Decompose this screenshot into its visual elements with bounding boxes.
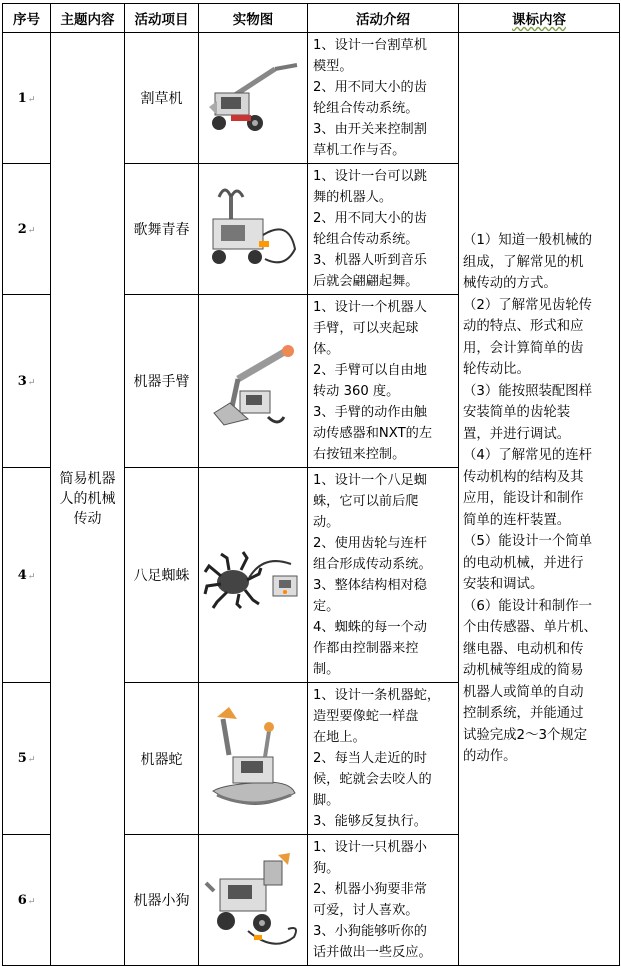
row-number: 4↵ (3, 468, 51, 683)
activity-name: 八足蜘蛛 (125, 468, 199, 683)
row-number: 5↵ (3, 683, 51, 835)
header-activity: 活动项目 (125, 4, 199, 33)
topic-cell: 简易机器 人的机械 传动 (51, 33, 125, 966)
activity-intro: 1、设计一条机器蛇， 造型要像蛇一样盘 在地上。 2、每当人走近的时 候，蛇就会去咬人的 脚。 3、能够反复执行。 (308, 683, 459, 835)
activity-intro: 1、设计一台割草机 模型。 2、用不同大小的齿 轮组合传动系统。 3、由开关来控制割 草机工作与否。 (308, 33, 459, 164)
header-intro: 活动介绍 (308, 4, 459, 33)
activity-name: 歌舞青春 (125, 164, 199, 295)
header-num: 序号 (3, 4, 51, 33)
header-topic: 主题内容 (51, 4, 125, 33)
header-picture: 实物图 (199, 4, 308, 33)
activity-intro: 1、设计一个八足蜘 蛛，它可以前后爬 动。 2、使用齿轮与连杆 组合形成传动系统。 3、整体结构相对稳 定。 4、蜘蛛的每一个动 作都由控制器来控 制。 (308, 468, 459, 683)
row-number: 6↵ (3, 835, 51, 966)
activity-intro: 1、设计一个机器人 手臂，可以夹起球 体。 2、手臂可以自由地 转动 360 度。 3、手臂的动作由触 动传感器和NXT的左 右按钮来控制。 (308, 295, 459, 468)
dancing-robot-image (199, 164, 308, 295)
lawn-mower-robot-image (199, 33, 308, 164)
row-number: 1↵ (3, 33, 51, 164)
activity-name: 割草机 (125, 33, 199, 164)
activity-name: 机器小狗 (125, 835, 199, 966)
row-number: 2↵ (3, 164, 51, 295)
header-row (3, 4, 620, 33)
robot-snake-image (199, 683, 308, 835)
activity-intro: 1、设计一台可以跳 舞的机器人。 2、用不同大小的齿 轮组合传动系统。 3、机器人听到音乐 后就会翩翩起舞。 (308, 164, 459, 295)
curriculum-standard-cell: （1）知道一般机械的 组成，了解常见的机 械传动的方式。 （2）了解常见齿轮传 动的特点、形式和应 用，会计算简单的齿 轮传动比。 （3）能按照装配图样 安装简单的齿轮装 置，并进行调试。 （4）了解常见的连杆 传动机构的结构及其 应用，能设计和制作 简单的连杆装置。 （5）能设计一个简单 的电动机械，并进行 安装和调试。 （6）能设计和制作一 个由传感器、单片机、 继电器、电动机和传 动机械等组成的简易 机器人或简单的自动 控制系统，并能通过 试验完成2～3个规定 的动作。 (459, 33, 620, 966)
robot-dog-image (199, 835, 308, 966)
header-standard: 课标内容 (459, 4, 620, 33)
table-row (3, 33, 620, 164)
activity-name: 机器蛇 (125, 683, 199, 835)
activity-name: 机器手臂 (125, 295, 199, 468)
activity-intro: 1、设计一只机器小 狗。 2、机器小狗要非常 可爱，讨人喜欢。 3、小狗能够听你的 话并做出一些反应。 (308, 835, 459, 966)
eight-legged-spider-image (199, 468, 308, 683)
row-number: 3↵ (3, 295, 51, 468)
robot-arm-image (199, 295, 308, 468)
activity-table (2, 3, 620, 966)
